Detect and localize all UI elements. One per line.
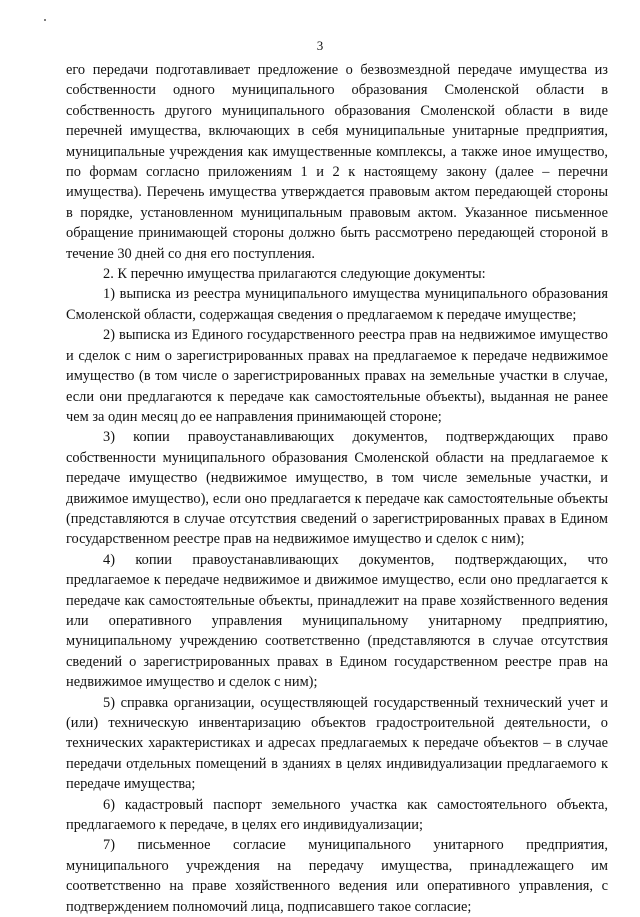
paragraph-subitem-5: 5) справка организации, осуществляющей государственный технический учет и (или) техническую инвентаризацию объектов градостроительной деятельности, о технических характеристиках и адресах предлагаемых к передаче объектов – в случае передачи отдельных помещений в зданиях в целях индивидуализации предлагаемого к передаче имущества; bbox=[66, 694, 608, 793]
paragraph-subitem-6: 6) кадастровый паспорт земельного участка как самостоятельного объекта, предлагаемого к передаче, в целях его индивидуализации; bbox=[66, 796, 608, 834]
paragraph-subitem-1: 1) выписка из реестра муниципального имущества муниципального образования Смоленской области, содержащая сведения о предлагаемом к передаче имуществе; bbox=[66, 286, 608, 323]
paragraph-continuation: его передачи подготавливает предложение о безвозмездной передаче имущества из собственности одного муниципального образования Смоленской области в собственность другого муниципального образования Смоленской области в виде перечней имущества, включающих в себя муниципальные унитарные предприятия, муниципальные учреждения как имущественные комплексы, а также иное имущество, по формам согласно приложениям 1 и 2 к настоящему закону (далее – перечни имущества). Перечень имущества утверждается правовым актом передающей стороны в порядке, установленном муниципальным правовым актом. Указанное письменное обращение принимающей стороны должно быть рассмотрено передающей стороной в течение 30 дней со дня его поступления. bbox=[66, 62, 608, 262]
document-body bbox=[66, 60, 608, 917]
scan-speck bbox=[44, 19, 46, 21]
paragraph-item-2-heading: 2. К перечню имущества прилагаются следующие документы: bbox=[103, 266, 486, 283]
paragraph-subitem-7: 7) письменное согласие муниципального унитарного предприятия, муниципального учреждения на передачу имущества, принадлежащего им соответственно на праве хозяйственного ведения или оперативного управления, с подтверждением полномочий лица, подписавшего такое согласие; bbox=[66, 837, 608, 915]
paragraph-subitem-4: 4) копии правоустанавливающих документов, подтверждающих, что предлагаемое к передаче недвижимое и движимое имущество, если оно предлагается к передаче как самостоятельные объекты, принадлежит на праве хозяйственного ведения или оперативного управления муниципальному унитарному предприятию, муниципальному учреждению соответственно (представляются в случае отсутствия сведений о зарегистрированных правах в Едином государственном реестре прав на недвижимое имущество и сделок с ним); bbox=[66, 551, 608, 691]
paragraph-subitem-3: 3) копии правоустанавливающих документов, подтверждающих право собственности муниципального образования Смоленской области на предлагаемое к передаче имущество (недвижимое имущество, в том числе земельные участки, и движимое имущество), если оно предлагается к передаче как самостоятельные объекты (представляются в случае отсутствия сведений о зарегистрированных правах в Едином государственном реестре прав на недвижимое имущество и сделок с ним); bbox=[66, 429, 608, 548]
page-number: 3 bbox=[316, 38, 324, 53]
paragraph-subitem-2: 2) выписка из Единого государственного реестра прав на недвижимое имущество и сделок с ним о зарегистрированных правах на предлагаемое к передаче недвижимое имущество (в том числе о зарегистрированных правах на земельные участки в случае, если они предлагаются к передаче как самостоятельные объекты), выданная не ранее чем за один месяц до ее направления принимающей стороне; bbox=[66, 327, 608, 425]
